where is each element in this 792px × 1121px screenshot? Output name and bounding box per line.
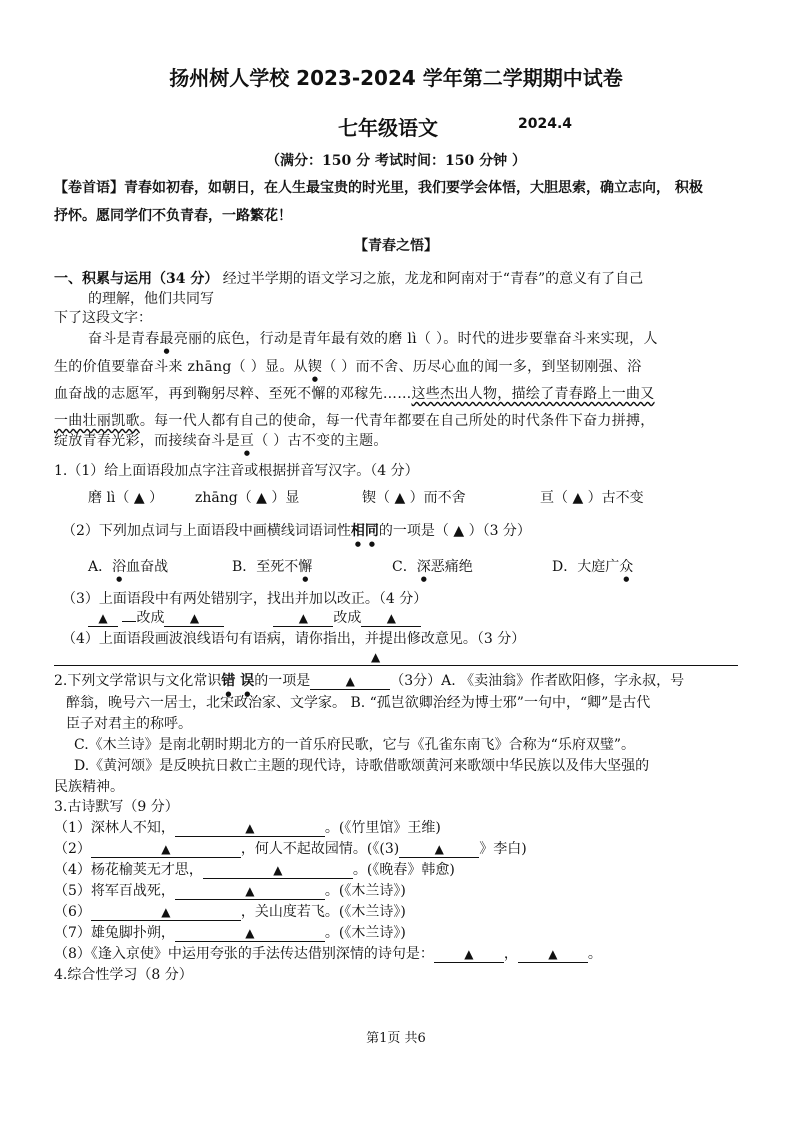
q1-sub2-text: 的一项是（ ▲ ）（3 分）: [378, 523, 531, 539]
preface-line-1: 【卷首语】青春如初春，如朝日，在人生最宝贵的时光里，我们要学会体悟，大胆思索，确立志向， 积极: [54, 180, 703, 196]
passage-text: 。每一代人都有自己的使命，每一代青年都要在自己所处的时代条件下奋力拼搏，: [139, 413, 655, 429]
answer-blank[interactable]: [203, 862, 353, 879]
part1-intro: 经过半学期的语文学习之旅，龙龙和阿南对于“青春”的意义有了自己: [218, 271, 644, 287]
answer-blank[interactable]: [175, 820, 325, 837]
q3-text: 。(《木兰诗》): [324, 883, 406, 899]
section-title: 【青春之悟】: [354, 238, 438, 254]
triangle-marker: ▲: [161, 842, 171, 856]
passage-text: 生的价值要靠奋斗来 zhāng（ ）显。从: [54, 359, 308, 375]
triangle-marker: ▲: [548, 947, 558, 961]
q3-text: 。(《竹里馆》王维): [324, 820, 441, 836]
exam-subtitle: 七年级语文: [338, 116, 438, 140]
answer-blank[interactable]: [273, 610, 333, 627]
q2-line-3: 臣子对君主的称呼。: [66, 716, 192, 732]
passage-text: 绽放青春光彩，而接续奋斗是: [54, 433, 240, 449]
q2-text: 的一项是: [254, 673, 311, 689]
dotted-char: 最: [159, 331, 174, 347]
q3-text: （8）《逢入京使》中运用夸张的手法传达借别深情的诗句是：: [54, 946, 434, 962]
answer-blank[interactable]: [91, 841, 241, 858]
q3-text: （7）雄兔脚扑朔，: [54, 925, 175, 941]
q3-text: （4）杨花榆荚无才思，: [54, 862, 203, 878]
q3-text: （2）: [54, 841, 91, 857]
answer-blank[interactable]: [310, 673, 390, 690]
dotted-char: 深: [416, 559, 431, 575]
option-c[interactable]: [392, 556, 473, 583]
triangle-marker: ▲: [371, 650, 381, 664]
answer-blank[interactable]: [175, 925, 325, 942]
option-text: 恶痛绝: [430, 559, 473, 575]
passage-text: 奋斗是青春: [88, 331, 160, 347]
triangle-marker: ▲: [464, 947, 474, 961]
passage-line-3: [54, 383, 655, 403]
triangle-marker: ▲: [298, 611, 308, 625]
passage-line-4: [54, 410, 655, 430]
preface-line-2: 抒怀。愿同学们不负青春，一路繁花！: [54, 208, 292, 224]
passage-text: 亮丽的底色，行动是青年最有效的磨 lì（ ）。时代的进步要靠奋斗来实现，人: [173, 331, 658, 347]
q3-stem: 3.古诗默写（9 分）: [54, 799, 179, 815]
q2-option-d: D.《黄河颂》是反映抗日救亡主题的现代诗，诗歌借歌颂黄河来歌颂中华民族以及伟大坚强的: [74, 758, 650, 774]
option-text: 大庭广: [577, 559, 620, 575]
triangle-marker: ▲: [161, 905, 171, 919]
q3-text: 。: [587, 946, 602, 962]
part1-intro-3: 下了这段文字：: [54, 310, 152, 326]
triangle-marker: ▲: [434, 842, 444, 856]
q1-item-3[interactable]: 锲（ ▲ ）而不舍: [362, 490, 466, 506]
dotted-char: 浴: [112, 559, 127, 575]
q1-sub2-text: （2）下列加点词与上面语段中画横线词语词性: [62, 523, 351, 539]
passage-text: 血奋战的志愿军，再到鞠躬尽粹、至死不懈的邓稼先……: [54, 386, 412, 402]
q3-text: （5）将军百战死，: [54, 883, 175, 899]
triangle-marker: ▲: [245, 884, 255, 898]
q3-text: 。(《木兰诗》): [324, 925, 406, 941]
q3-text: ，: [503, 946, 518, 962]
answer-blank[interactable]: [88, 610, 118, 627]
dotted-char: 锲: [307, 359, 323, 375]
exam-date: 2024.4: [518, 116, 573, 132]
part1-heading: 一、积累与运用（34 分）: [54, 271, 219, 287]
part1-intro-2: 的理解，他们共同写: [88, 291, 214, 307]
triangle-marker: ▲: [98, 611, 108, 625]
q2-emphasis: 错 误: [221, 673, 255, 689]
change-to-label: 改成: [333, 610, 362, 626]
q1-sub3: （3）上面语段中有两处错别字，找出并加以改正。（4 分）: [62, 591, 428, 607]
q3-text: ，关山度若飞。(《木兰诗》): [240, 904, 406, 920]
q2-text: 2.下列文学常识与文化常识: [54, 673, 222, 689]
triangle-marker: ▲: [386, 611, 396, 625]
part1-heading-line: [54, 268, 643, 288]
q4-stem: 4.综合性学习（8 分）: [54, 967, 193, 983]
q3-text: （1）深林人不知，: [54, 820, 175, 836]
wavy-sentence: 这些杰出人物，描绘了青春路上一曲又: [411, 386, 655, 402]
triangle-marker: ▲: [245, 926, 255, 940]
option-letter: D．: [552, 559, 578, 575]
q3-item-2: [54, 838, 527, 858]
option-text: 至死不: [256, 559, 299, 575]
q2-line-2: 醉翁，晚号六一居士，北宋政治家、文学家。 B. “孤岂欲卿治经为博士邪”一句中，“卿”是古代: [66, 695, 651, 711]
q1-sub2: [62, 520, 531, 548]
q1-sub3-answer[interactable]: [88, 607, 421, 627]
q1-stem: 1.（1）给上面语段加点字注音或根据拼音写汉字。（4 分）: [54, 463, 419, 479]
q1-item-1[interactable]: 磨 lì（ ▲ ）: [88, 490, 164, 506]
exam-info: （满分：150 分 考试时间：150 分钟 ）: [266, 153, 526, 169]
q3-text: （6）: [54, 904, 91, 920]
q3-item-5: [54, 880, 406, 900]
triangle-marker: ▲: [273, 863, 283, 877]
answer-blank[interactable]: [518, 946, 588, 963]
q3-text: 。(《晚春》韩愈): [352, 862, 455, 878]
dotted-char: 懈: [298, 559, 313, 575]
exam-title: 扬州树人学校 2023-2024 学年第二学期期中试卷: [169, 66, 623, 90]
triangle-marker: ▲: [245, 821, 255, 835]
q1-sub2-emphasis: 相同: [350, 523, 379, 539]
answer-blank[interactable]: [361, 610, 421, 627]
q2-option-c: C.《木兰诗》是南北朝时期北方的一首乐府民歌，它与《孔雀东南飞》合称为“乐府双璧”。: [74, 737, 635, 753]
wavy-sentence: 一曲壮丽凯歌: [54, 413, 140, 429]
q3-item-8: [54, 943, 602, 963]
q1-sub4-answer-line[interactable]: [54, 665, 738, 666]
q3-item-6: [54, 901, 406, 921]
passage-text: （ ）古不变的主题。: [254, 433, 388, 449]
q1-item-4[interactable]: 亘（ ▲ ）古不变: [540, 490, 644, 506]
answer-blank[interactable]: [91, 904, 241, 921]
page-footer: 第1页 共6: [366, 1031, 426, 1046]
triangle-marker: ▲: [345, 674, 355, 688]
option-d[interactable]: [552, 556, 633, 583]
passage-line-2: [54, 356, 642, 383]
q1-item-2[interactable]: zhāng（ ▲ ）显: [195, 490, 300, 506]
dotted-char: 亘: [239, 433, 255, 449]
answer-blank[interactable]: [399, 841, 479, 858]
passage-line-1: [88, 328, 658, 355]
change-to-label: 改成: [136, 610, 165, 626]
answer-blank[interactable]: [434, 946, 504, 963]
option-letter: B．: [232, 559, 257, 575]
answer-blank[interactable]: [164, 610, 224, 627]
q1-sub4: （4）上面语段画波浪线语句有语病，请你指出，并提出修改意见。（3 分）: [62, 631, 526, 647]
q3-item-4: [54, 859, 455, 879]
dotted-char: 众: [619, 559, 634, 575]
q3-text: ，何人不起故园情。(《(3): [240, 841, 400, 857]
passage-text: （ ）而不舍、历尽心血的闻一多，到坚韧刚强、浴: [322, 359, 642, 375]
q2-line-6: 民族精神。: [54, 779, 124, 795]
triangle-marker: ▲: [189, 611, 200, 625]
option-letter: A．: [88, 559, 113, 575]
option-b[interactable]: [232, 556, 312, 583]
q3-item-1: [54, 817, 441, 837]
q3-item-7: [54, 922, 406, 942]
option-letter: C．: [392, 559, 417, 575]
q3-text: 》李白): [479, 841, 527, 857]
option-a[interactable]: [88, 556, 168, 583]
option-text: 血奋战: [126, 559, 169, 575]
answer-blank[interactable]: [175, 883, 325, 900]
q2-text: （3分）A. 《卖油翁》作者欧阳修，字永叔，号: [390, 673, 685, 689]
passage-line-5: [54, 430, 388, 457]
